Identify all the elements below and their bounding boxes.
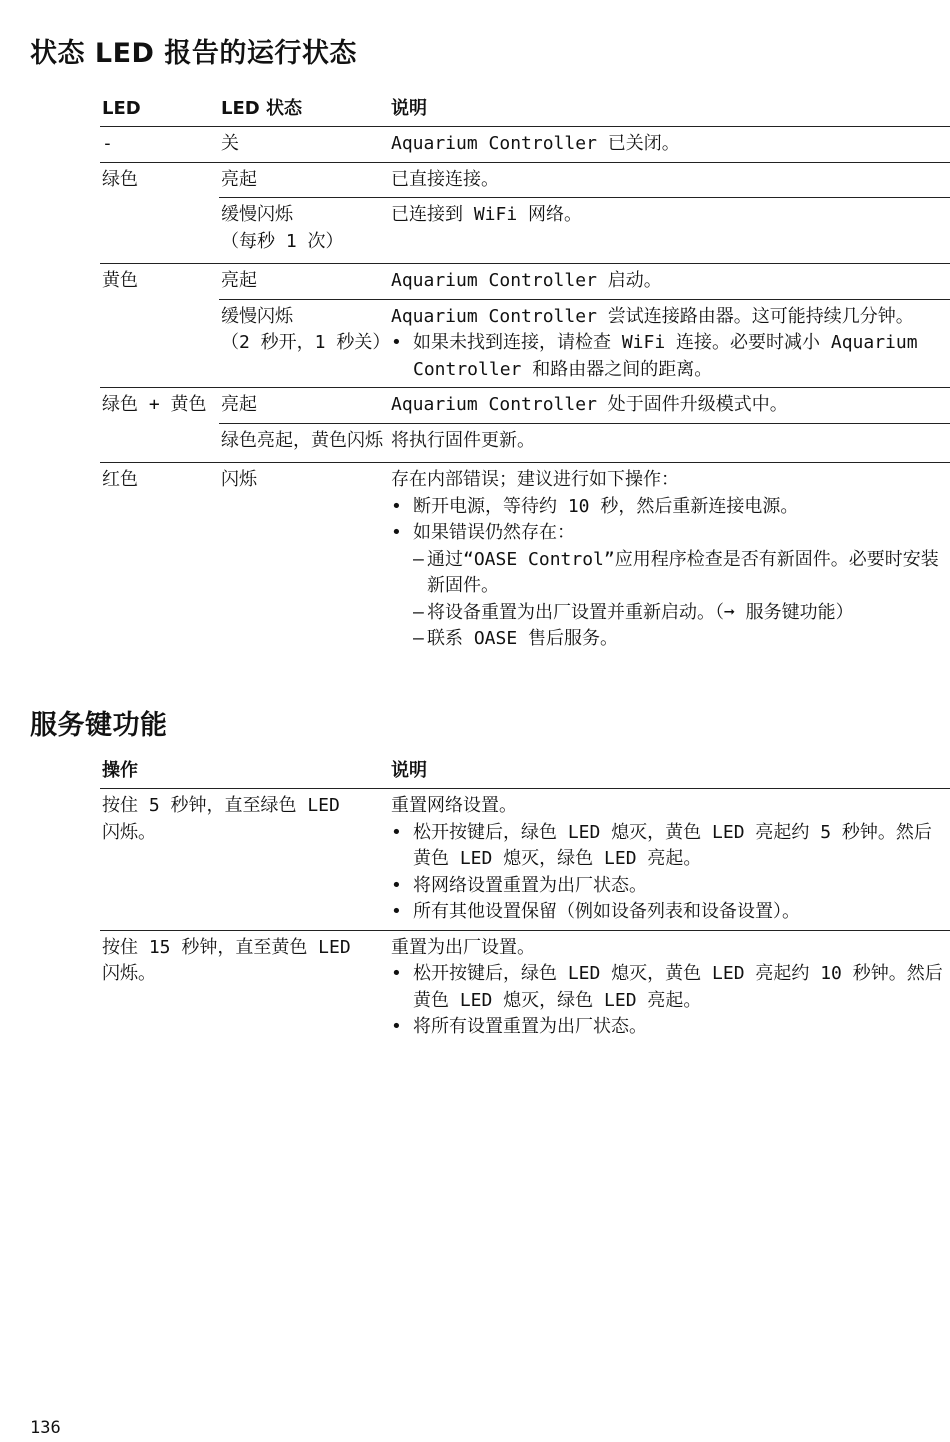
- service-key-table: [100, 758, 950, 1045]
- led-color: 黄色: [100, 264, 219, 388]
- dash-item: – 联系 OASE 售后服务。: [413, 626, 944, 653]
- led-state: 绿色亮起，黄色闪烁: [219, 423, 389, 463]
- description-text: 存在内部错误；建议进行如下操作：: [391, 469, 679, 490]
- header-led: LED: [100, 96, 219, 127]
- table-row: [100, 463, 950, 657]
- section-title-led-status: 状态 LED 报告的运行状态: [30, 38, 357, 69]
- state-description: Aquarium Controller 处于固件升级模式中。: [389, 388, 950, 424]
- bullet-item: [391, 520, 944, 653]
- bullet-text: 如果错误仍然存在：: [413, 522, 575, 543]
- led-state: 亮起: [219, 264, 389, 300]
- led-state: 亮起: [219, 388, 389, 424]
- dash-list: [413, 547, 944, 653]
- table-row: [100, 127, 950, 163]
- table-row: [100, 299, 950, 388]
- table-row: [100, 423, 950, 463]
- bullet-list: [391, 494, 944, 653]
- section-title-service-key: 服务键功能: [30, 710, 168, 741]
- page-number: 136: [30, 1418, 61, 1438]
- table-row: [100, 264, 950, 300]
- bullet-list: [391, 330, 944, 383]
- operation-description: [389, 789, 950, 931]
- led-color: 绿色: [100, 162, 219, 264]
- header-led-state: LED 状态: [219, 96, 389, 127]
- header-description: 说明: [389, 758, 950, 789]
- operation: 按住 15 秒钟，直至黄色 LED 闪烁。: [102, 936, 351, 984]
- bullet-item: • 将所有设置重置为出厂状态。: [391, 1014, 944, 1041]
- led-status-table: [100, 96, 950, 657]
- bullet-item: • 如果未找到连接，请检查 WiFi 连接。必要时减小 Aquarium Controller 和路由器之间的距离。: [391, 330, 944, 383]
- description-text: 重置为出厂设置。: [391, 936, 535, 958]
- state-description: [389, 299, 950, 388]
- table-row: [100, 930, 950, 1045]
- bullet-item: • 松开按键后，绿色 LED 熄灭，黄色 LED 亮起约 5 秒钟。然后黄色 LED 熄灭，绿色 LED 亮起。: [391, 820, 944, 873]
- led-color: -: [100, 127, 219, 163]
- state-description: Aquarium Controller 已关闭。: [389, 127, 950, 163]
- operation: 按住 5 秒钟，直至绿色 LED 闪烁。: [100, 789, 389, 931]
- operation-description: [389, 930, 950, 1045]
- state-description: [389, 463, 950, 657]
- state-description: 已直接连接。: [389, 162, 950, 198]
- led-state: 亮起: [219, 162, 389, 198]
- table-row: [100, 789, 950, 931]
- led-state: 缓慢闪烁 （每秒 1 次）: [219, 198, 389, 264]
- table-row: [100, 198, 950, 264]
- led-state: 关: [219, 127, 389, 163]
- table-row: [100, 162, 950, 198]
- state-description: 已连接到 WiFi 网络。: [389, 198, 950, 264]
- dash-item: – 将设备重置为出厂设置并重新启动。（➞ 服务键功能）: [413, 600, 944, 627]
- led-color: 绿色 + 黄色: [100, 388, 219, 463]
- description-text: Aquarium Controller 尝试连接路由器。这可能持续几分钟。: [391, 305, 914, 327]
- led-state: 闪烁: [221, 469, 257, 490]
- header-description: 说明: [389, 96, 950, 127]
- bullet-item: • 所有其他设置保留（例如设备列表和设备设置）。: [391, 899, 944, 926]
- dash-item: – 通过“OASE Control”应用程序检查是否有新固件。必要时安装新固件。: [413, 547, 944, 600]
- led-state: 缓慢闪烁 （2 秒开，1 秒关）: [219, 299, 389, 388]
- header-operation: 操作: [100, 758, 389, 789]
- bullet-item: • 将网络设置重置为出厂状态。: [391, 873, 944, 900]
- bullet-list: [391, 820, 944, 926]
- bullet-item: • 松开按键后，绿色 LED 熄灭，黄色 LED 亮起约 10 秒钟。然后黄色 LED 熄灭，绿色 LED 亮起。: [391, 961, 944, 1014]
- state-description: Aquarium Controller 启动。: [389, 264, 950, 300]
- bullet-list: [391, 961, 944, 1041]
- state-description: 将执行固件更新。: [389, 423, 950, 463]
- led-color: 红色: [102, 469, 138, 490]
- table-row: [100, 388, 950, 424]
- description-text: 重置网络设置。: [391, 795, 517, 816]
- bullet-item: • 断开电源，等待约 10 秒，然后重新连接电源。: [391, 494, 944, 521]
